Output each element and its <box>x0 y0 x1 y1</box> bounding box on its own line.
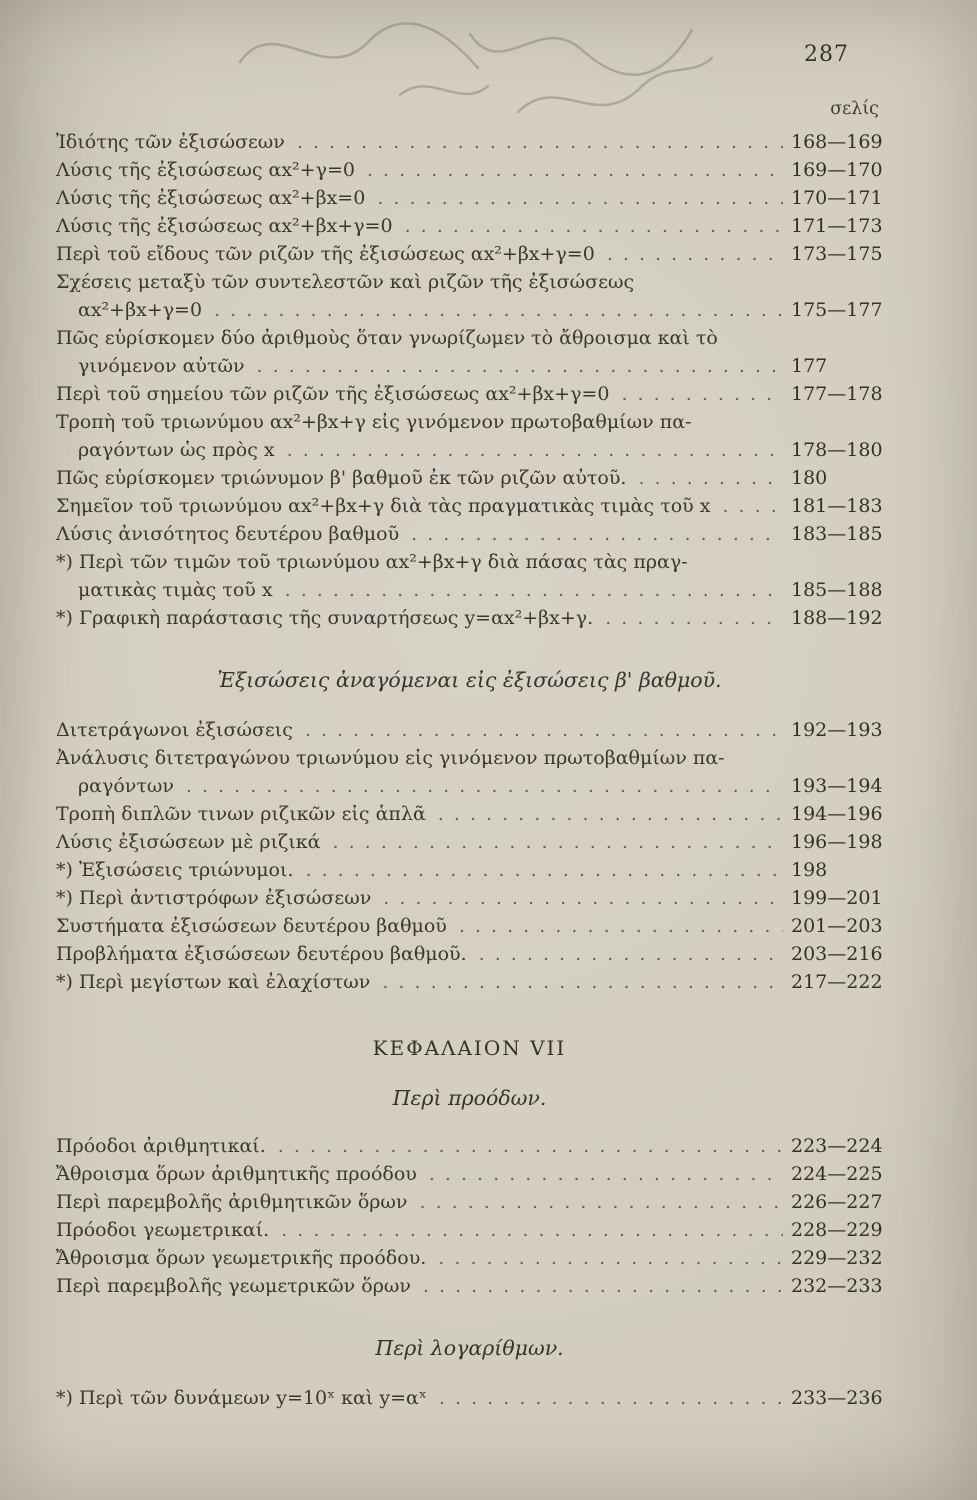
toc-entry <box>56 184 883 212</box>
toc-entry-pages: 178—180 <box>791 439 883 461</box>
toc-entry-row <box>56 1132 883 1160</box>
toc-entry-pages: 175—177 <box>791 299 883 321</box>
toc-entry-title: Διτετράγωνοι ἐξισώσεις <box>56 719 293 741</box>
dot-leader <box>257 352 783 380</box>
toc-entry <box>56 1384 883 1412</box>
toc-sections <box>56 128 883 1412</box>
toc-entry <box>56 268 883 324</box>
dot-leader <box>439 1384 783 1412</box>
toc-entry-row <box>56 604 883 632</box>
toc-entry-title: αx²+βx+γ=0 <box>78 299 203 321</box>
toc-entry <box>56 1244 883 1272</box>
toc-entry-title: Ἄθροισμα ὅρων γεωμετρικῆς προόδου. <box>56 1247 427 1269</box>
toc-entry-pages: 181—183 <box>791 495 883 517</box>
toc-entry-pages: 201—203 <box>791 915 883 937</box>
toc-entry-row <box>56 380 883 408</box>
toc-entry-pages: 223—224 <box>791 1135 883 1157</box>
toc-entry-row <box>56 464 883 492</box>
toc-entry-pages: 228—229 <box>791 1219 883 1241</box>
toc-entry-row <box>56 128 883 156</box>
toc-entry-row <box>56 352 883 380</box>
toc-entry <box>56 912 883 940</box>
toc-entry-row <box>56 968 883 996</box>
toc-entry-title: ραγόντων <box>78 775 174 797</box>
toc-entry-list <box>56 1132 883 1300</box>
toc-entry <box>56 240 883 268</box>
toc-entry <box>56 744 883 800</box>
toc-entry-title: Προβλήματα ἐξισώσεων δευτέρου βαθμοῦ. <box>56 943 467 965</box>
dot-leader <box>459 912 783 940</box>
dot-leader <box>607 240 783 268</box>
toc-entry-row <box>56 240 883 268</box>
toc-entry <box>56 380 883 408</box>
toc-entry-line: Σχέσεις μεταξὺ τῶν συντελεστῶν καὶ ριζῶν τῆς ἐξισώσεως <box>56 271 635 293</box>
toc-entry-row <box>56 492 883 520</box>
toc-entry-title: *) Περὶ τῶν δυνάμεων y=10ˣ καὶ y=αˣ <box>56 1387 427 1409</box>
toc-entry-row <box>56 436 883 464</box>
dot-leader <box>382 968 783 996</box>
toc-entry-pages: 192—193 <box>791 719 883 741</box>
dot-leader <box>722 492 783 520</box>
toc-entry-title: Σημεῖον τοῦ τριωνύμου αx²+βx+γ διὰ τὰς πραγματικὰς τιμὰς τοῦ x <box>56 495 711 517</box>
toc-entry <box>56 156 883 184</box>
dot-leader <box>305 716 783 744</box>
toc-entry <box>56 800 883 828</box>
toc-entry-title: Λύσις τῆς ἐξισώσεως αx²+βx+γ=0 <box>56 215 393 237</box>
dot-leader <box>479 940 783 968</box>
toc-entry-row <box>56 156 883 184</box>
toc-entry-title: Πρόοδοι γεωμετρικαί. <box>56 1219 270 1241</box>
toc-entry-line: *) Περὶ τῶν τιμῶν τοῦ τριωνύμου αx²+βx+γ διὰ πάσας τὰς πραγ- <box>56 551 688 573</box>
toc-entry-row <box>56 716 883 744</box>
toc-entry-title: Πρόοδοι ἀριθμητικαί. <box>56 1135 266 1157</box>
toc-entry-title: Συστήματα ἐξισώσεων δευτέρου βαθμοῦ <box>56 915 447 937</box>
toc-entry-title: ραγόντων ὡς πρὸς x <box>78 439 275 461</box>
toc-entry-pages: 173—175 <box>791 243 883 265</box>
toc-entry-list <box>56 716 883 996</box>
dot-leader <box>411 520 783 548</box>
toc-entry-title: *) Ἐξισώσεις τριώνυμοι. <box>56 859 294 881</box>
dot-leader <box>621 380 783 408</box>
dot-leader <box>333 828 784 856</box>
section-heading: Ἐξισώσεις ἀναγόμεναι εἰς ἐξισώσεις β' βαθμοῦ. <box>217 668 722 692</box>
toc-entry-title: Πῶς εὑρίσκομεν τριώνυμον β' βαθμοῦ ἐκ τῶν ριζῶν αὐτοῦ. <box>56 467 627 489</box>
chapter-heading: ΚΕΦΑΛΑΙΟΝ VII <box>372 1036 567 1060</box>
toc-entry-line: Ἀνάλυσις διτετραγώνου τριωνύμου εἰς γινόμενον πρωτοβαθμίων πα- <box>56 747 725 769</box>
toc-entry-row <box>56 296 883 324</box>
dot-leader <box>383 884 783 912</box>
toc-entry-pages: 170—171 <box>791 187 883 209</box>
dot-leader <box>214 296 783 324</box>
dot-leader <box>367 156 783 184</box>
toc-entry <box>56 548 883 604</box>
toc-entry <box>56 828 883 856</box>
toc-entry <box>56 884 883 912</box>
toc-entry-line: Πῶς εὑρίσκομεν δύο ἀριθμοὺς ὅταν γνωρίζωμεν τὸ ἄθροισμα καὶ τὸ <box>56 327 718 349</box>
toc-entry <box>56 716 883 744</box>
dot-leader <box>429 1160 783 1188</box>
toc-content <box>56 96 883 1412</box>
dot-leader <box>285 576 783 604</box>
toc-entry-pages: 203—216 <box>791 943 883 965</box>
toc-entry-pages: 171—173 <box>791 215 883 237</box>
toc-entry-title: Περὶ τοῦ εἴδους τῶν ριζῶν τῆς ἐξισώσεως αx²+βx+γ=0 <box>56 243 595 265</box>
toc-entry-title: *) Περὶ μεγίστων καὶ ἐλαχίστων <box>56 971 371 993</box>
dot-leader <box>438 1244 783 1272</box>
toc-entry-pages: 183—185 <box>791 523 883 545</box>
toc-entry-title: ματικὰς τιμὰς τοῦ x <box>78 579 273 601</box>
toc-entry-pages: 177—178 <box>791 383 883 405</box>
toc-entry-pages: 233—236 <box>791 1387 883 1409</box>
toc-entry-pages: 229—232 <box>791 1247 883 1269</box>
toc-entry-row <box>56 212 883 240</box>
dot-leader <box>305 856 783 884</box>
toc-entry <box>56 1272 883 1300</box>
toc-entry-title: *) Γραφικὴ παράστασις τῆς συναρτήσεως y=αx²+βx+γ. <box>56 607 594 629</box>
toc-entry-pages: 226—227 <box>791 1191 883 1213</box>
toc-entry-row <box>56 912 883 940</box>
toc-entry-row <box>56 828 883 856</box>
toc-entry <box>56 408 883 464</box>
toc-entry-row <box>56 772 883 800</box>
toc-entry-row <box>56 520 883 548</box>
pages-column-label: σελίς <box>830 99 879 119</box>
section-heading: Περὶ λογαρίθμων. <box>375 1336 564 1360</box>
toc-entry-pages: 168—169 <box>791 131 883 153</box>
dot-leader <box>278 1132 783 1160</box>
toc-entry-title: *) Περὶ ἀντιστρόφων ἐξισώσεων <box>56 887 372 909</box>
toc-entry-list <box>56 128 883 632</box>
toc-entry <box>56 1160 883 1188</box>
toc-entry-title: Λύσις ἀνισότητος δευτέρου βαθμοῦ <box>56 523 400 545</box>
toc-entry <box>56 324 883 380</box>
dot-leader <box>405 212 783 240</box>
toc-entry-title: Περὶ παρεμβολῆς ἀριθμητικῶν ὅρων <box>56 1191 408 1213</box>
toc-entry <box>56 604 883 632</box>
toc-entry-pages: 169—170 <box>791 159 883 181</box>
toc-entry <box>56 940 883 968</box>
toc-entry-list <box>56 1384 883 1412</box>
toc-entry-row <box>56 1244 883 1272</box>
toc-entry <box>56 464 883 492</box>
dot-leader <box>419 1188 783 1216</box>
toc-entry <box>56 1132 883 1160</box>
dot-leader <box>281 1216 783 1244</box>
toc-entry-row <box>56 940 883 968</box>
toc-entry-title: Ἰδιότης τῶν ἐξισώσεων <box>56 131 285 153</box>
toc-entry-row <box>56 1272 883 1300</box>
dot-leader <box>605 604 783 632</box>
toc-entry-title: Λύσις τῆς ἐξισώσεως αx²+βx=0 <box>56 187 366 209</box>
toc-entry <box>56 1216 883 1244</box>
toc-entry-pages: 198 <box>791 859 828 881</box>
toc-entry <box>56 492 883 520</box>
toc-entry-pages: 177 <box>791 355 828 377</box>
toc-entry-row <box>56 1384 883 1412</box>
toc-entry-title: Ἄθροισμα ὅρων ἀριθμητικῆς προόδου <box>56 1163 417 1185</box>
toc-entry-pages: 232—233 <box>791 1275 883 1297</box>
toc-entry <box>56 128 883 156</box>
toc-entry <box>56 856 883 884</box>
dot-leader <box>423 1272 783 1300</box>
toc-entry-title: Περὶ τοῦ σημείου τῶν ριζῶν τῆς ἐξισώσεως αx²+βx+γ=0 <box>56 383 610 405</box>
toc-entry-title: γινόμενον αὐτῶν <box>78 355 245 377</box>
toc-entry-line: Τροπὴ τοῦ τριωνύμου αx²+βx+γ εἰς γινόμενον πρωτοβαθμίων πα- <box>56 411 692 433</box>
dot-leader <box>638 464 783 492</box>
toc-entry-pages: 180 <box>791 467 828 489</box>
toc-entry-pages: 193—194 <box>791 775 883 797</box>
toc-entry-row <box>56 884 883 912</box>
toc-entry-row <box>56 184 883 212</box>
toc-entry-pages: 224—225 <box>791 1163 883 1185</box>
toc-entry-row <box>56 1160 883 1188</box>
toc-entry <box>56 1188 883 1216</box>
toc-entry-title: Περὶ παρεμβολῆς γεωμετρικῶν ὅρων <box>56 1275 411 1297</box>
toc-entry-pages: 196—198 <box>791 831 883 853</box>
toc-entry-pages: 185—188 <box>791 579 883 601</box>
dot-leader <box>297 128 783 156</box>
toc-entry-pages: 199—201 <box>791 887 883 909</box>
toc-entry-row <box>56 800 883 828</box>
toc-entry-row <box>56 1188 883 1216</box>
toc-entry-pages: 188—192 <box>791 607 883 629</box>
toc-entry-title: Λύσις ἐξισώσεων μὲ ριζικά <box>56 831 321 853</box>
toc-entry-title: Λύσις τῆς ἐξισώσεως αx²+γ=0 <box>56 159 355 181</box>
toc-entry-title: Τροπὴ διπλῶν τινων ριζικῶν εἰς ἁπλᾶ <box>56 803 426 825</box>
section-heading: Περὶ προόδων. <box>392 1086 547 1110</box>
dot-leader <box>287 436 783 464</box>
dot-leader <box>438 800 783 828</box>
page-number: 287 <box>804 42 849 67</box>
toc-entry-row <box>56 576 883 604</box>
toc-entry <box>56 212 883 240</box>
toc-entry-pages: 217—222 <box>791 971 883 993</box>
toc-entry-pages: 194—196 <box>791 803 883 825</box>
dot-leader <box>377 184 783 212</box>
toc-entry-row <box>56 1216 883 1244</box>
dot-leader <box>186 772 783 800</box>
toc-entry-row <box>56 856 883 884</box>
toc-entry <box>56 968 883 996</box>
toc-entry <box>56 520 883 548</box>
